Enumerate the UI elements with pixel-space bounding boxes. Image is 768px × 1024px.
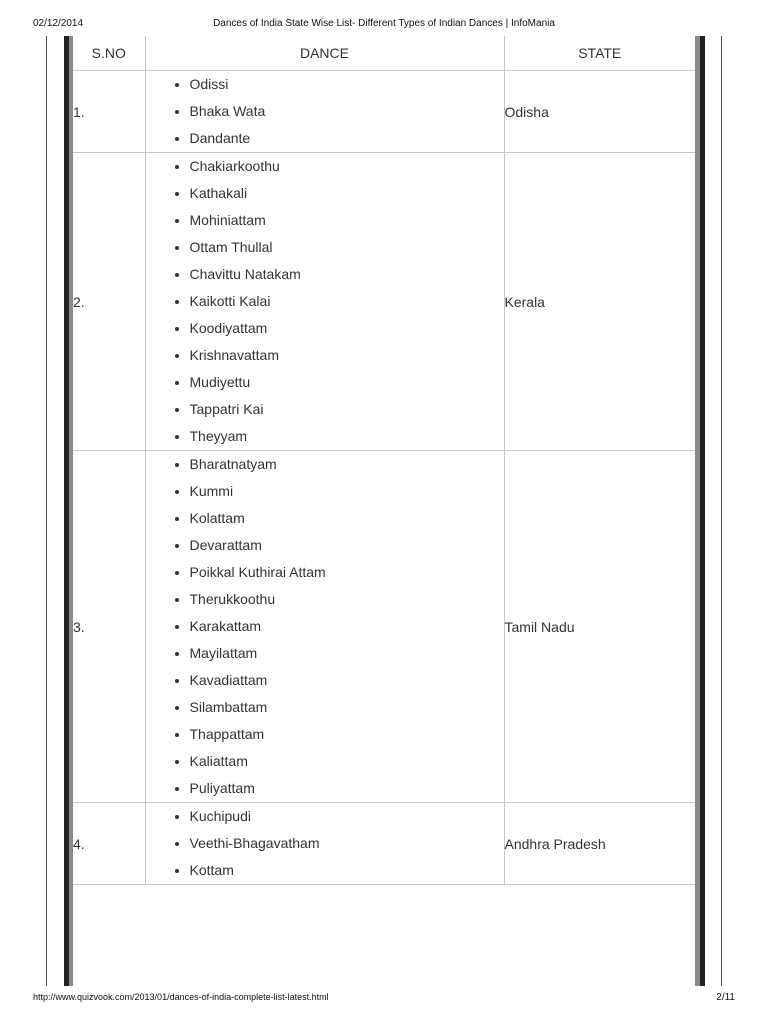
dance-list-item: Kaliattam [190,748,504,775]
row-state: Kerala [504,153,695,451]
dance-list-item: Kaikotti Kalai [190,288,504,315]
row-sno: 1. [73,71,145,153]
table-row [73,803,695,885]
row-sno: 2. [73,153,145,451]
dance-list-item: Bhaka Wata [190,98,504,125]
dance-list-item: Koodiyattam [190,315,504,342]
row-state: Andhra Pradesh [504,803,695,885]
dance-list-item: Mudiyettu [190,369,504,396]
dance-list-item: Odissi [190,71,504,98]
dance-list-item: Kummi [190,478,504,505]
dance-list-item: Ottam Thullal [190,234,504,261]
dance-table [73,36,695,885]
column-header-sno: S.NO [73,36,145,71]
print-date: 02/12/2014 [33,18,84,29]
row-dances [145,451,504,803]
dance-list-item: Devarattam [190,532,504,559]
row-state: Odisha [504,71,695,153]
dance-list-item: Chakiarkoothu [190,153,504,180]
dance-list-item: Kolattam [190,505,504,532]
page-number: 2/11 [716,992,735,1003]
print-page-title: Dances of India State Wise List- Different Types of Indian Dances | InfoMania [213,18,555,29]
dance-list-item: Poikkal Kuthirai Attam [190,559,504,586]
row-dances [145,71,504,153]
table-row [73,451,695,803]
dance-list-item: Kuchipudi [190,803,504,830]
dance-list-item: Chavittu Natakam [190,261,504,288]
page-frame-right-thick [700,36,705,986]
column-header-dance: DANCE [145,36,504,71]
dance-list-item: Mohiniattam [190,207,504,234]
dance-list-item: Krishnavattam [190,342,504,369]
dance-list-item: Dandante [190,125,504,152]
table-body [73,71,695,885]
page-url[interactable]: http://www.quizvook.com/2013/01/dances-of-india-complete-list-latest.html [33,992,329,1002]
table-row [73,71,695,153]
table-row [73,153,695,451]
dance-list-item: Mayilattam [190,640,504,667]
dance-list [146,451,504,802]
dance-list-item: Theyyam [190,423,504,450]
row-dances [145,153,504,451]
dance-list [146,803,504,884]
print-header [33,18,735,32]
dance-list-item: Tappatri Kai [190,396,504,423]
dance-list-item: Silambattam [190,694,504,721]
dance-list-item: Kottam [190,857,504,884]
row-dances [145,803,504,885]
dance-list-item: Bharatnatyam [190,451,504,478]
column-header-state: STATE [504,36,695,71]
dance-list-item: Therukkoothu [190,586,504,613]
dance-table-container [73,36,695,986]
dance-list-item: Thappattam [190,721,504,748]
dance-list-item: Kavadiattam [190,667,504,694]
page-frame-right-line [721,36,722,986]
row-sno: 4. [73,803,145,885]
print-footer [33,992,735,1006]
dance-list-item: Puliyattam [190,775,504,802]
dance-list-item: Kathakali [190,180,504,207]
dance-list [146,71,504,152]
dance-list-item: Veethi-Bhagavatham [190,830,504,857]
row-sno: 3. [73,451,145,803]
page-frame-left-line [46,36,47,986]
dance-list [146,153,504,450]
table-header-row [73,36,695,71]
dance-list-item: Karakattam [190,613,504,640]
row-state: Tamil Nadu [504,451,695,803]
